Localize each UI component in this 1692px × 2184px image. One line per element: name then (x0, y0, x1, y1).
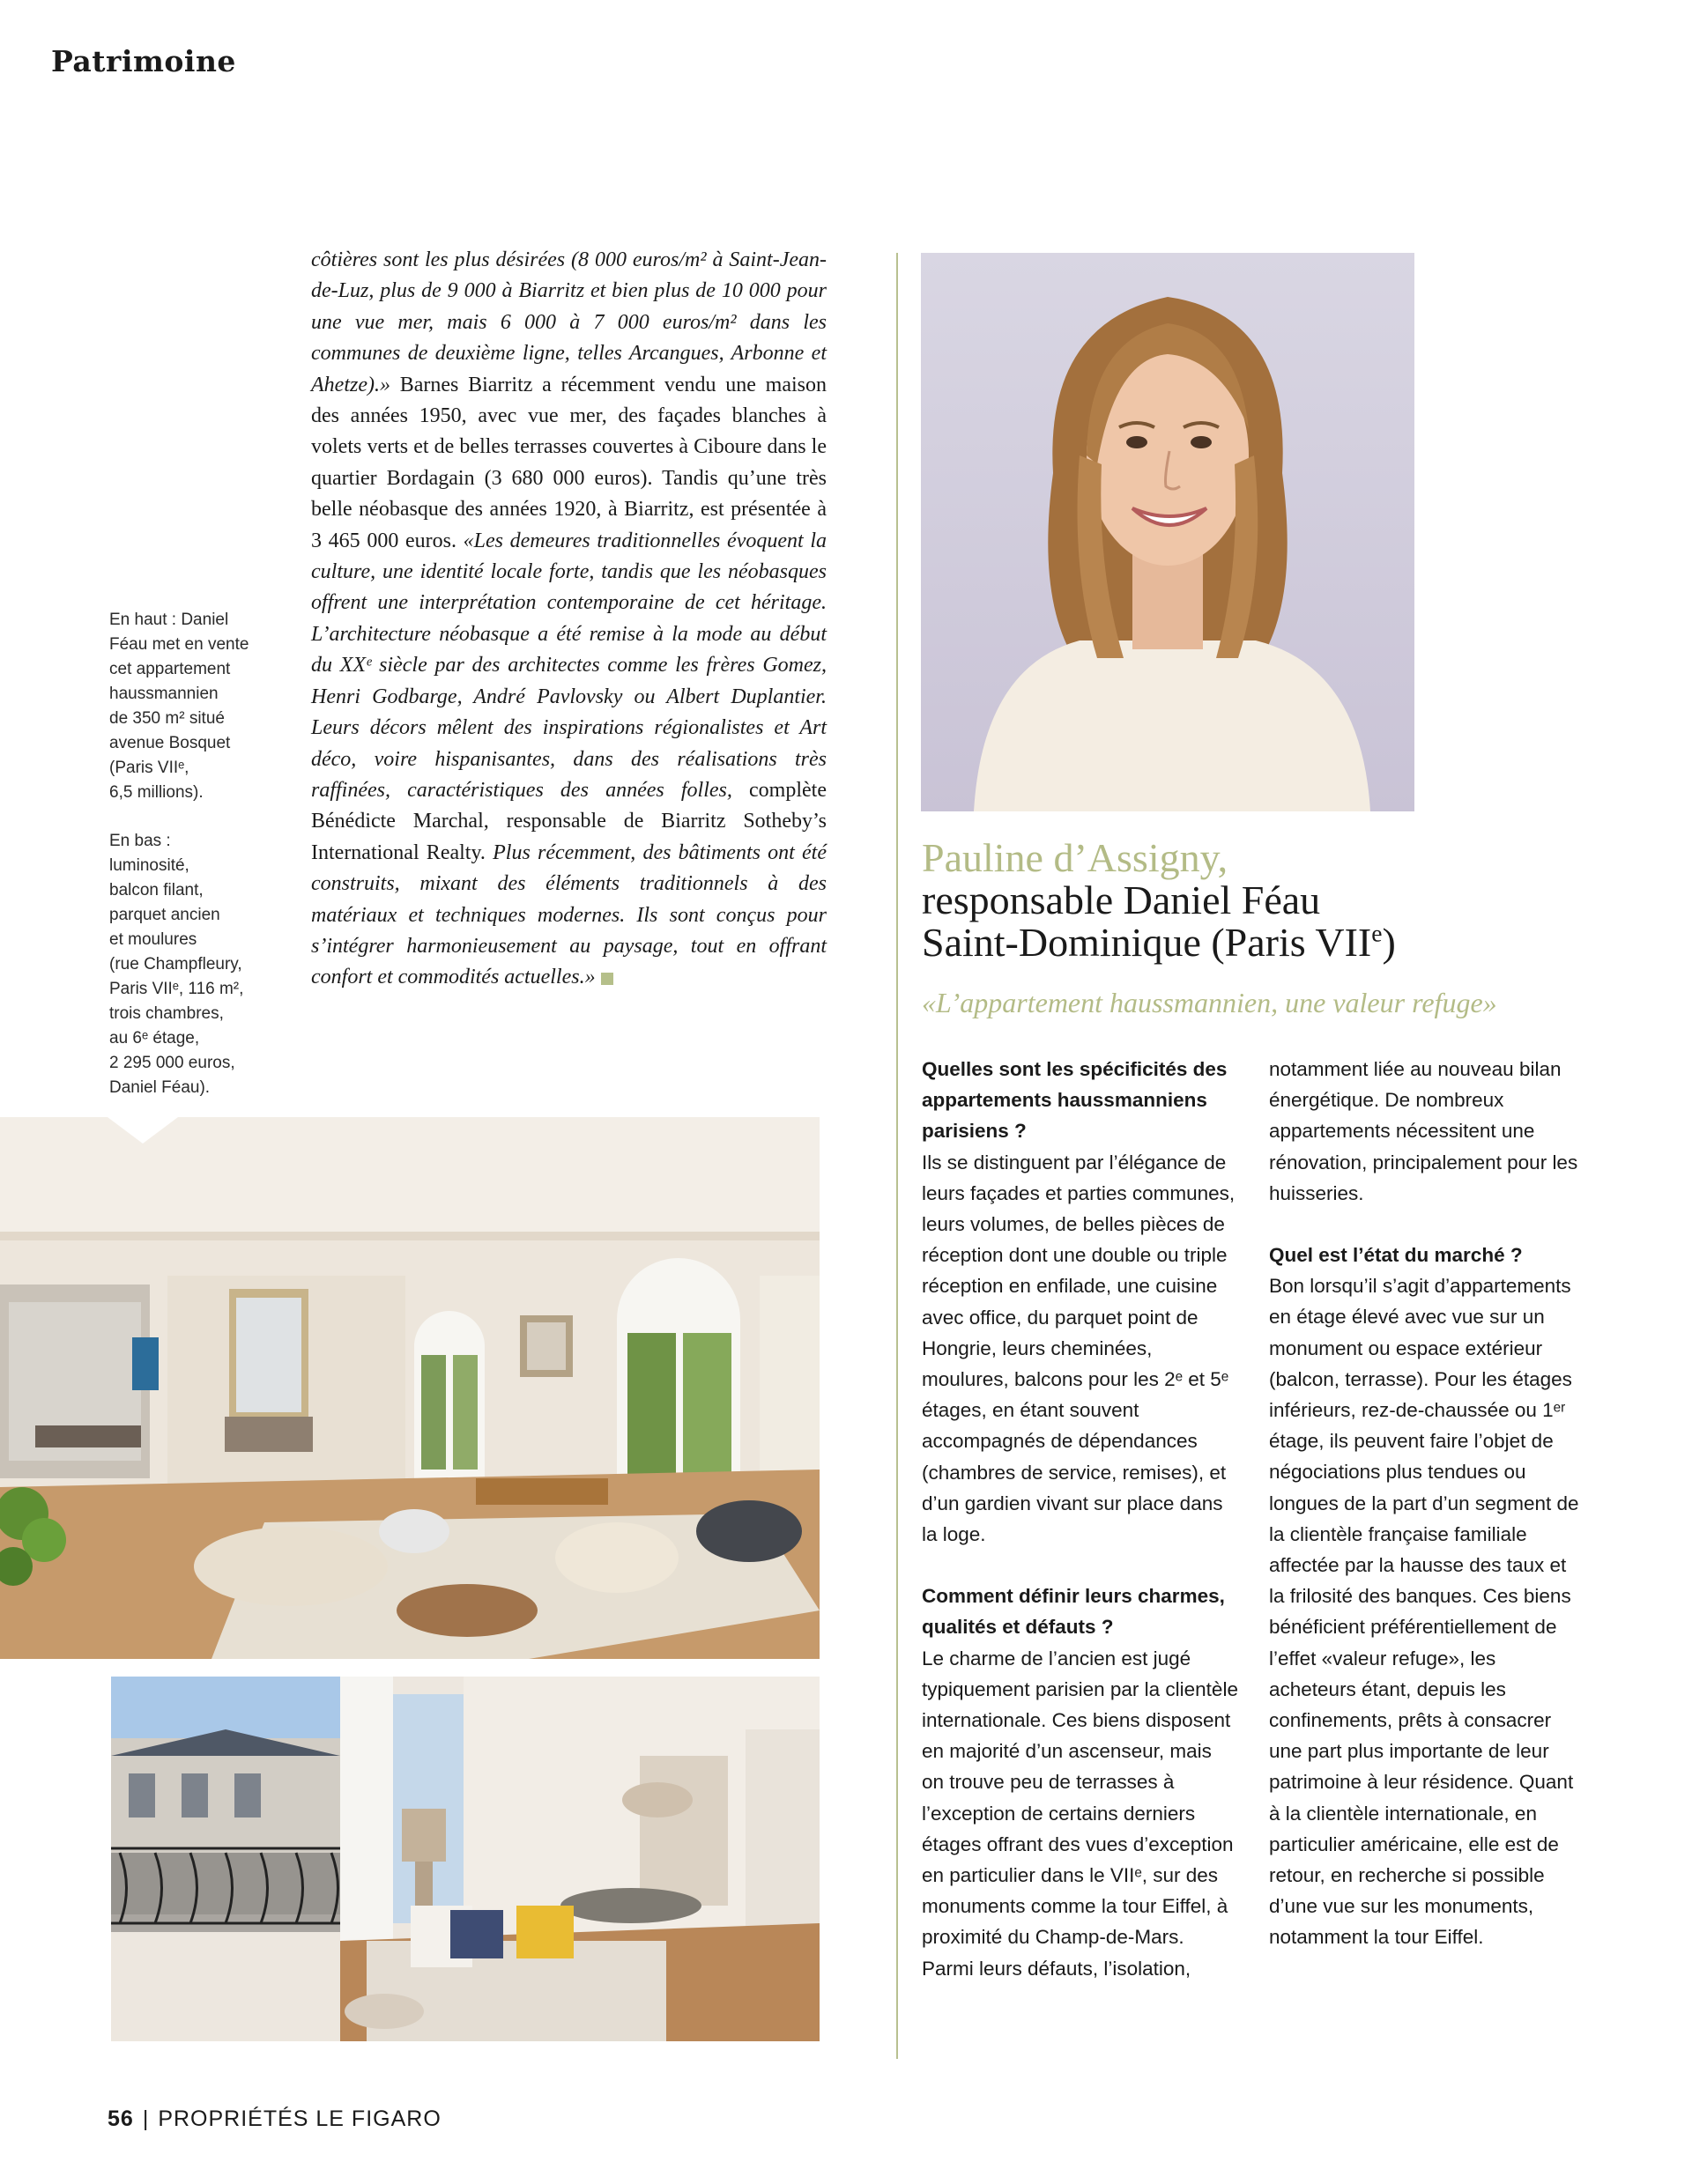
body-text-1: Barnes Biarritz a récemment vendu une maison des années 1950, avec vue mer, des façades blanches à volets verts et de belles terrasses couvertes à Ciboure dans le quartier Bordagain (3 680 000 euros). Tandis qu’une très belle néobasque des années 1920, à Biarritz, est présentée à 3 465 000 euros. (311, 373, 827, 552)
role-line-2 (922, 919, 1627, 965)
photo-portrait (921, 253, 1414, 811)
interview-headline-quote: «L’appartement haussmannien, une valeur refuge» (922, 987, 1497, 1018)
article-body (311, 245, 827, 994)
interview-column-1 (922, 1054, 1239, 1984)
caption-bottom-text: En bas : luminosité, balcon filant, parquet ancien et moulures (rue Champfleury, Paris VIIᵉ, 116 m², trois chambres, au 6ᵉ étage, 2 295 000 euros, Daniel Féau). (109, 832, 244, 1097)
role-line-1: responsable Daniel Féau (922, 877, 1321, 922)
interviewee-role (922, 879, 1627, 964)
question-3: Quel est l’état du marché ? (1269, 1244, 1523, 1267)
question-1: Quelles sont les spécificités des appartements haussmanniens parisiens ? (922, 1058, 1228, 1143)
caption-top (109, 608, 250, 805)
quote-text-3: Plus récemment, des bâtiments ont été construits, mixant des éléments traditionnels à des matériaux et techniques modernes. Ils sont conçus pour s’intégrer harmonieusement au paysage, tout en offrant confort et commodités actuelles.» (311, 840, 827, 989)
answer-3: Bon lorsqu’il s’agit d’appartements en étage élevé avec vue sur un monument ou espace extérieur (balcon, terrasse). Pour les étages inférieurs, rez-de-chaussée ou 1ᵉʳ étage, ils peuvent faire l’objet de négociations plus tendues ou longues de la part d’un segment de la clientèle française familiale affectée par la hausse des taux et la frilosité des banques. Ces biens bénéficient préférentiellement de l’effet «valeur refuge», les acheteurs étant, depuis les confinements, prêts à consacrer une part plus importante de leur patrimoine à leur résidence. Quant à la clientèle internationale, en particulier américaine, elle est de retour, en recherche si possible d’une vue sur les monuments, notamment la tour Eiffel. (1269, 1275, 1579, 1949)
question-2: Comment définir leurs charmes, qualités et défauts ? (922, 1585, 1225, 1639)
quote-text-2: «Les demeures traditionnelles évoquent la culture, une identité locale forte, tandis que les néobasques offrent une interprétation contemporaine de cet héritage. L’architecture néobasque a été remise à la mode au début du XXᵉ siècle par des architectes comme les frères Gomez, Henri Godbarge, André Pavlovsky ou Albert Duplantier. Leurs décors mêlent des inspirations régionalistes et Art déco, voire hispanisantes, dans des réalisations très raffinées, caractéristiques des années folles, (311, 529, 827, 802)
role-line-2-text: Saint-Dominique (Paris VII (922, 920, 1372, 965)
interview-column-2 (1269, 1054, 1586, 1953)
photo-living-room (111, 1677, 820, 2041)
article-paragraph (311, 245, 827, 994)
page-number: 56 (108, 2106, 134, 2131)
role-superscript: e (1371, 919, 1383, 947)
interviewee-name: Pauline d’Assigny, (922, 835, 1228, 880)
footer-separator: | (142, 2106, 150, 2131)
end-mark (601, 973, 613, 985)
page-footer (108, 2106, 442, 2132)
answer-2: Le charme de l’ancien est jugé typiquement parisien par la clientèle internationale. Ces biens disposent en majorité d’un ascenseur, mais on trouve peu de terrasses à l’exception de certains derniers étages offrant des vues d’exception en particulier dans le VIIᵉ, sur des monuments comme la tour Eiffel, à proximité du Champ-de-Mars. Parmi leurs défauts, l’isolation, (922, 1647, 1238, 1980)
quote-text-1: côtières sont les plus désirées (8 000 euros/m² à Saint-Jean-de-Luz, plus de 9 000 à Biarritz et bien plus de 10 000 pour une vue mer, mais 6 000 à 7 000 euros/m² dans les communes de deuxième ligne, telles Arcangues, Arbonne et Ahetze).» (311, 248, 827, 396)
caption-bottom (109, 829, 250, 1100)
caption-top-text: En haut : Daniel Féau met en vente cet appartement haussmannien de 350 m² situé avenue Bosquet (Paris VIIᵉ, 6,5 millions). (109, 611, 249, 802)
answer-1: Ils se distinguent par l’élégance de leurs façades et parties communes, leurs volumes, de belles pièces de réception dont une double ou triple réception en enfilade, une cuisine avec office, du parquet point de Hongrie, leurs cheminées, moulures, balcons pour les 2ᵉ et 5ᵉ étages, en étant souvent accompagnés de dépendances (chambres de service, remises), et d’un gardien vivant sur place dans la loge. (922, 1151, 1236, 1546)
answer-2-continued: notamment liée au nouveau bilan énergétique. De nombreux appartements nécessitent une rénovation, principalement pour les huisseries. (1269, 1058, 1578, 1204)
body-text-2: complète Bénédicte Marchal, responsable de Biarritz Sotheby’s International Realty. (311, 778, 827, 864)
section-title: Patrimoine (51, 44, 236, 78)
column-divider (896, 253, 898, 2059)
publication-name: PROPRIÉTÉS LE FIGARO (158, 2106, 442, 2131)
caption-pointer (108, 1117, 178, 1144)
role-line-2-end: ) (1382, 920, 1396, 965)
photo-salon (0, 1117, 820, 1659)
